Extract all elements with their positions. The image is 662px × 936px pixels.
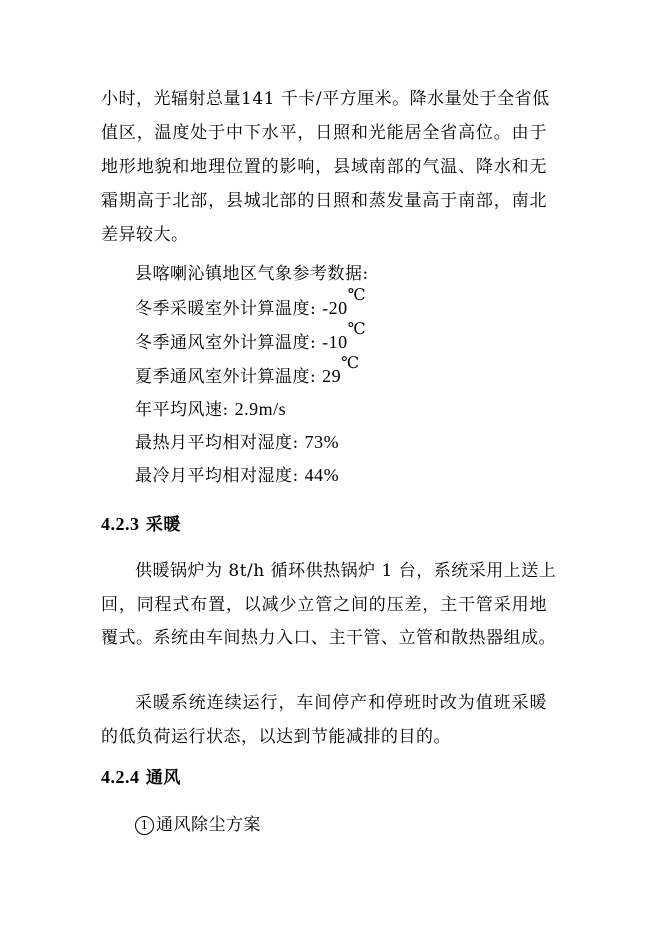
wind-speed-value: 2.9m/s: [234, 399, 287, 419]
coldest-month-humidity-row: [135, 464, 339, 487]
coldest-month-humidity-value: 44%: [304, 465, 340, 485]
paragraph-line: 小时，光辐射总量141 千卡/平方厘米。降水量处于全省低: [101, 89, 550, 109]
paragraph-line: 霜期高于北部，县城北部的日照和蒸发量高于南部，南北: [101, 191, 547, 211]
summer-ventilation-temp-label: 夏季通风室外计算温度:: [135, 367, 317, 387]
hottest-month-humidity-row: [135, 431, 339, 454]
temperature-unit: ℃: [347, 285, 367, 304]
list-item: [135, 814, 261, 836]
paragraph-line: 地形地貌和地理位置的影响，县域南部的气温、降水和无: [101, 157, 547, 177]
paragraph-line: 覆式。系统由车间热力入口、主干管、立管和散热器组成。: [101, 628, 556, 648]
section-number: 4.2.4: [101, 767, 140, 787]
winter-heating-temp-label: 冬季采暖室外计算温度:: [135, 299, 317, 319]
paragraph-line: 采暖系统连续运行，车间停产和停班时改为值班采暖: [135, 693, 547, 713]
section-number: 4.2.3: [101, 514, 140, 534]
circled-number-marker: 1: [135, 816, 154, 835]
section-heading-heating: [101, 513, 181, 536]
paragraph-line: 的低负荷运行状态，以达到节能减排的目的。: [101, 727, 451, 747]
winter-ventilation-temp-value: -10: [322, 332, 348, 352]
hottest-month-humidity-label: 最热月平均相对湿度:: [135, 433, 299, 453]
winter-ventilation-temp-label: 冬季通风室外计算温度:: [135, 333, 317, 353]
summer-ventilation-temp-row: [135, 353, 360, 388]
winter-heating-temp-value: -20: [322, 298, 348, 318]
winter-heating-temp-row: [135, 285, 367, 320]
temperature-unit: ℃: [347, 319, 367, 338]
wind-speed-label: 年平均风速:: [135, 400, 229, 420]
weather-data-intro: 县喀喇沁镇地区气象参考数据:: [135, 264, 369, 284]
winter-ventilation-temp-row: [135, 319, 367, 354]
summer-ventilation-temp-value: 29: [322, 366, 342, 386]
section-title: 通风: [145, 768, 181, 788]
paragraph-line: 供暖锅炉为 8t/h 循环供热锅炉 1 台，系统采用上送上: [135, 561, 557, 581]
paragraph-line: 值区，温度处于中下水平，日照和光能居全省高位。由于: [101, 123, 547, 143]
coldest-month-humidity-label: 最冷月平均相对湿度:: [135, 466, 299, 486]
wind-speed-row: [135, 398, 286, 421]
section-title: 采暖: [145, 515, 181, 535]
list-item-text: 通风除尘方案: [156, 815, 261, 835]
temperature-unit: ℃: [341, 353, 360, 372]
section-heading-ventilation: [101, 766, 181, 789]
paragraph-line: 回，同程式布置，以减少立管之间的压差，主干管采用地: [101, 595, 547, 615]
hottest-month-humidity-value: 73%: [304, 432, 340, 452]
paragraph-line: 差异较大。: [101, 225, 189, 245]
